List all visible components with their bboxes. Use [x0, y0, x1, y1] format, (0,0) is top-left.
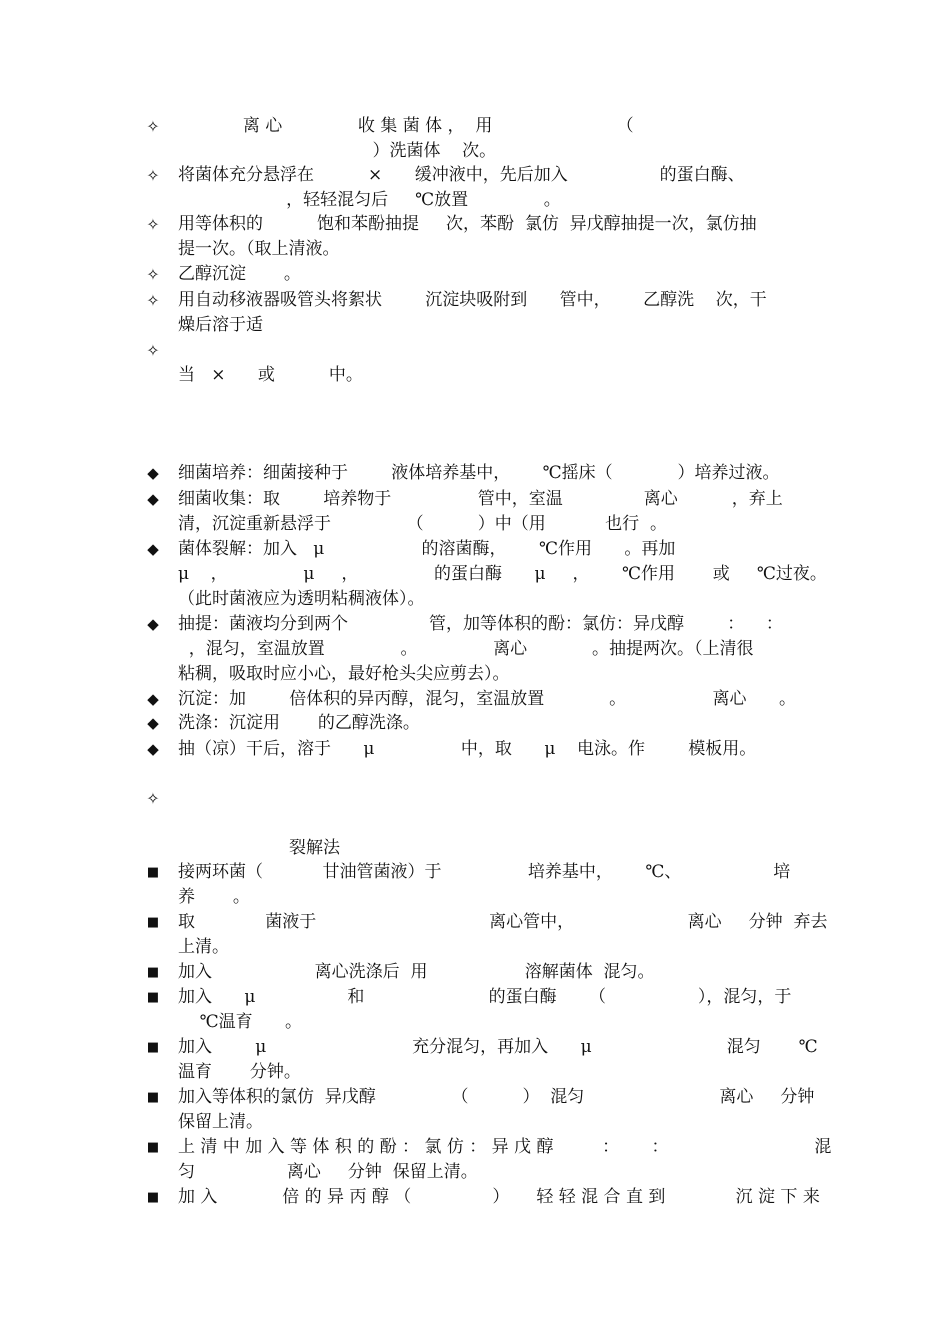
filled-diamond-bullet-icon: ◆	[147, 740, 159, 758]
list-item-line: 匀 离心 分钟 保留上清。	[178, 1162, 478, 1182]
list-item-line: 细菌收集：取 培养物于 管中，室温 离心 ，弃上	[178, 489, 783, 509]
list-item-line: 菌体裂解：加入 μ 的溶菌酶， ℃作用 。再加	[178, 539, 676, 559]
list-item-line: 粘稠，吸取时应小心，最好枪头尖应剪去）。	[178, 664, 510, 684]
square-bullet-icon: ■	[146, 1090, 160, 1105]
square-bullet-icon: ■	[146, 1140, 160, 1155]
square-bullet-icon: ■	[146, 990, 160, 1005]
list-item-line: 上清。	[178, 937, 229, 957]
filled-diamond-bullet-icon: ◆	[147, 615, 159, 633]
section-heading: 裂解法	[289, 838, 340, 858]
hollow-diamond-bullet-icon: ✧	[146, 265, 160, 284]
list-item-line: 提一次。（取上清液。	[178, 239, 340, 259]
list-item-line: μ ， μ ， 的蛋白酶 μ ， ℃作用 或 ℃过夜。	[178, 564, 827, 584]
list-item-line: 细菌培养：细菌接种于 液体培养基中， ℃摇床（ ）培养过液。	[178, 463, 780, 483]
list-item-line: ℃温育 。	[178, 1012, 303, 1032]
list-item-line: 接两环菌（ 甘油管菌液）于 培养基中， ℃、 培	[178, 862, 791, 882]
list-item-line: 加入等体积的氯仿 异戊醇 （ ） 混匀 离心 分钟	[178, 1087, 815, 1107]
square-bullet-icon: ■	[146, 1040, 160, 1055]
list-item-line: ，混匀，室温放置 。 离心 。抽提两次。（上清很	[178, 639, 754, 659]
list-item-line: 清，沉淀重新悬浮于 （ ）中（用 也行 。	[178, 514, 667, 534]
list-item-line: 加入 离心洗涤后 用 溶解菌体 混匀。	[178, 962, 655, 982]
list-item-line: 加入 μ 充分混匀，再加入 μ 混匀 ℃	[178, 1037, 818, 1057]
filled-diamond-bullet-icon: ◆	[147, 714, 159, 732]
square-bullet-icon: ■	[146, 965, 160, 980]
list-item-line: 养 。	[178, 887, 250, 907]
list-item-line: 将菌体充分悬浮在 × 缓冲液中，先后加入 的蛋白酶、	[178, 165, 745, 185]
hollow-diamond-bullet-icon: ✧	[146, 789, 160, 808]
list-item-line: 离 心 收 集 菌 体 ， 用 （	[178, 116, 634, 136]
square-bullet-icon: ■	[146, 1190, 160, 1205]
list-item-line: ）洗菌体 次。	[178, 141, 497, 161]
list-item-line: （此时菌液应为透明粘稠液体）。	[178, 589, 425, 609]
filled-diamond-bullet-icon: ◆	[147, 690, 159, 708]
list-item-line: 抽（凉）干后，溶于 μ 中，取 μ 电泳。作 模板用。	[178, 739, 757, 759]
list-item-line: 用等体积的 饱和苯酚抽提 次，苯酚 氯仿 异戊醇抽提一次，氯仿抽	[178, 214, 757, 234]
list-item-line: 上 清 中 加 入 等 体 积 的 酚 ： 氯 仿 ： 异 戊 醇 ： ： 混	[178, 1137, 832, 1157]
list-item-line: 洗涤：沉淀用 的乙醇洗涤。	[178, 713, 420, 733]
list-item-line: 保留上清。	[178, 1112, 263, 1132]
list-item-line: 加入 μ 和 的蛋白酶 （ ），混匀，于	[178, 987, 792, 1007]
list-item-line: 加 入 倍 的 异 丙 醇 （ ） 轻 轻 混 合 直 到 沉 淀 下 来	[178, 1187, 820, 1207]
list-item-line: 燥后溶于适	[178, 315, 263, 335]
list-item-line: 温育 分钟。	[178, 1062, 301, 1082]
list-item-line: 乙醇沉淀 。	[178, 264, 301, 284]
list-item-line: ，轻轻混匀后 ℃放置 。	[178, 190, 561, 210]
list-item-line: 当 × 或 中。	[178, 365, 363, 385]
list-item-line: 沉淀：加 倍体积的异丙醇，混匀，室温放置 。 离心 。	[178, 689, 796, 709]
list-item-line: 抽提：菌液均分到两个 管，加等体积的酚：氯仿：异戊醇 ： ：	[178, 614, 783, 634]
square-bullet-icon: ■	[146, 865, 160, 880]
square-bullet-icon: ■	[146, 915, 160, 930]
filled-diamond-bullet-icon: ◆	[147, 490, 159, 508]
filled-diamond-bullet-icon: ◆	[147, 540, 159, 558]
hollow-diamond-bullet-icon: ✧	[146, 117, 160, 136]
hollow-diamond-bullet-icon: ✧	[146, 166, 160, 185]
list-item-line: 取 菌液于 离心管中， 离心 分钟 弃去	[178, 912, 828, 932]
filled-diamond-bullet-icon: ◆	[147, 464, 159, 482]
hollow-diamond-bullet-icon: ✧	[146, 291, 160, 310]
list-item-line: 用自动移液器吸管头将絮状 沉淀块吸附到 管中， 乙醇洗 次，干	[178, 290, 767, 310]
hollow-diamond-bullet-icon: ✧	[146, 341, 160, 360]
hollow-diamond-bullet-icon: ✧	[146, 215, 160, 234]
